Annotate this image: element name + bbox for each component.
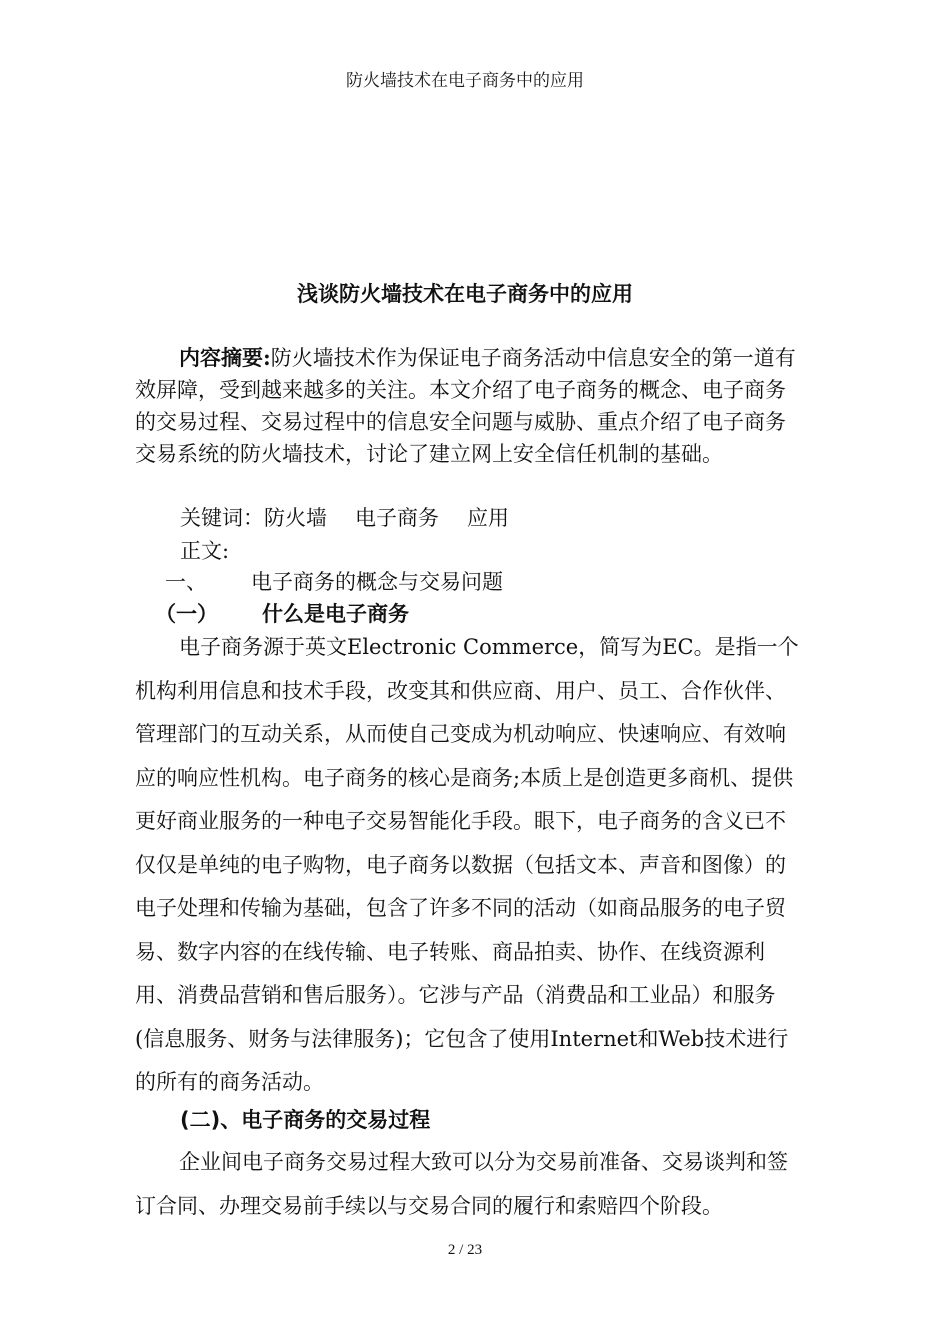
abstract-label: 内容摘要: [179,345,271,370]
keyword-item: 防火墙 [264,506,327,530]
paragraph-2: 企业间电子商务交易过程大致可以分为交易前准备、交易谈判和签订合同、办理交易前手续以与交易合同的履行和索赔四个阶段。 [135,1150,788,1218]
abstract-text: 防火墙技术作为保证电子商务活动中信息安全的第一道有效屏障，受到越来越多的关注。本文介绍了电子商务的概念、电子商务的交易过程、交易过程中的信息安全问题与威胁、重点介绍了电子商务交易系统的防火墙技术，讨论了建立网上安全信任机制的基础。 [135,346,796,466]
body-label: 正文: [180,539,230,563]
document-title: 浅谈防火墙技术在电子商务中的应用 [297,282,633,306]
paragraph: 电子商务源于英文Electronic Commerce，简写为EC。是指一个机构利用信息和技术手段，改变其和供应商、用户、员工、合作伙伴、管理部门的互动关系，从而使自己变成为机动响应、快速响应、有效响应的响应性机构。电子商务的核心是商务;本质上是创造更多商机、提供更好商业服务的一种电子交易智能化手段。眼下，电子商务的含义已不仅仅是单纯的电子购物，电子商务以数据（包括文本、声音和图像）的电子处理和传输为基础，包含了许多不同的活动（如商品服务的电子贸易、数字内容的在线传输、电子转账、商品拍卖、协作、在线资源利用、消费品营销和售后服务）。它涉与产品（消费品和工业品）和服务(信息服务、财务与法律服务)；它包含了使用Internet和Web技术进行的所有的商务活动。 [135,635,799,1094]
keyword-item: 应用 [467,506,509,530]
page-number: 2 / 23 [447,1242,483,1258]
keywords-line [180,502,509,532]
subsection-heading [155,598,409,628]
abstract [135,342,800,470]
section-heading [165,566,503,596]
running-header: 防火墙技术在电子商务中的应用 [346,71,584,91]
section-title: 电子商务的概念与交易问题 [251,570,503,594]
keyword-item: 电子商务 [355,506,439,530]
subsection-heading-2: (二)、电子商务的交易过程 [180,1108,431,1132]
subsection-title: 什么是电子商务 [262,602,409,626]
section-number: 一、 [165,570,207,594]
subsection-number: （一） [155,602,218,626]
keywords-label: 关键词： [180,506,264,530]
